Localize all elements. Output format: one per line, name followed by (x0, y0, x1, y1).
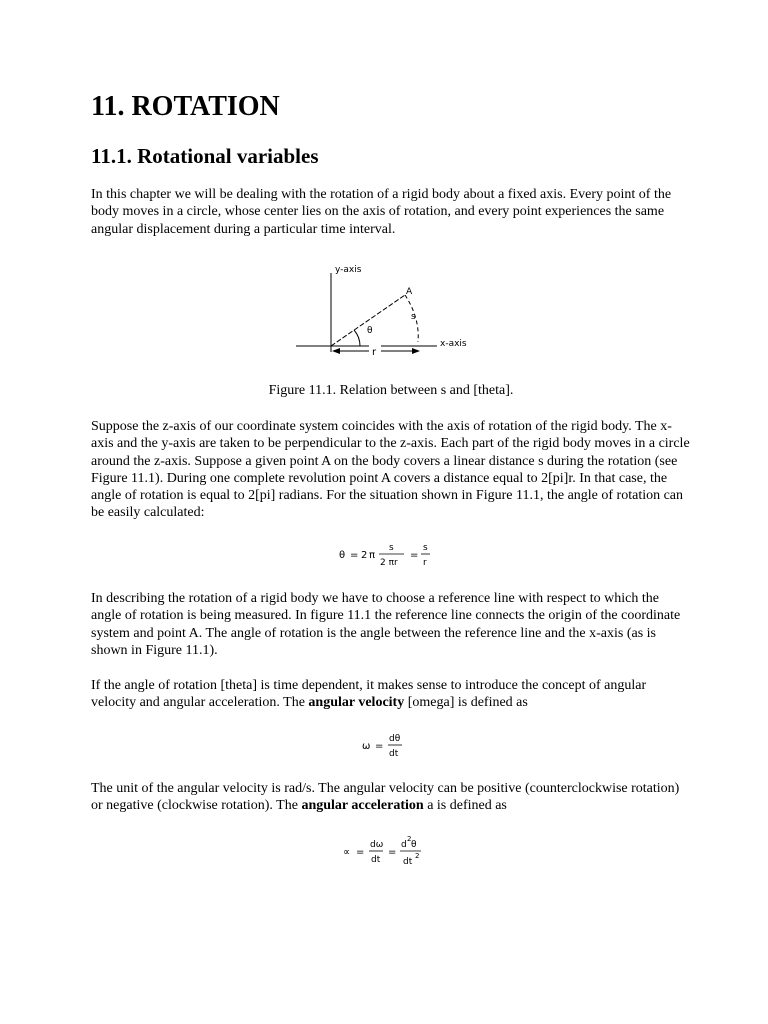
eq1-equals-2: = (410, 550, 419, 561)
angle-theta-label: θ (367, 326, 373, 336)
eq3-den2-sup: 2 (415, 852, 420, 860)
eq3-den2-dt: dt (403, 857, 413, 867)
eq3-num2-sup: 2 (407, 835, 412, 843)
equation-omega (360, 731, 410, 761)
eq3-equals-2: = (388, 847, 397, 858)
reference-line (331, 295, 405, 346)
point-a-label: A (406, 287, 413, 297)
p4-text-after: [omega] is defined as (404, 695, 528, 711)
eq3-num: dω (370, 840, 384, 850)
section-title: 11.1. Rotational variables (91, 144, 319, 168)
eq1-den2: r (423, 558, 427, 568)
eq1-den: 2 πr (380, 558, 398, 568)
p5-text-after: a is defined as (423, 798, 507, 814)
eq3-den: dt (371, 855, 381, 865)
eq3-num2-d: d (401, 840, 407, 850)
eq3-lhs: ∝ (343, 847, 351, 858)
eq2-num: dθ (389, 734, 401, 744)
paragraph-angular-velocity (91, 677, 691, 712)
eq2-lhs: ω (362, 741, 371, 752)
paragraph-z-axis: Suppose the z-axis of our coordinate system coincides with the axis of rotation of the rigid body. The x-axis and the y-axis are taken to be perpendicular to the z-axis. Each part of the rigid body moves in a circle around the z-axis. Suppose a given point A on the body covers a linear distance s during the rotation (see Figure 11.1). During one complete revolution point A covers a distance equal to 2[pi]r. In that case, the angle of rotation is equal to 2[pi] radians. For the situation shown in Figure 11.1, the angle of rotation can be easily calculated: (91, 419, 690, 521)
eq2-equals: = (375, 741, 384, 752)
arc-s-label: s (411, 312, 416, 322)
p5-text-before: The unit of the angular velocity is rad/s. The angular velocity can be positive (counterclockwise rotation) or negative (clockwise rotation). The (91, 781, 680, 814)
equation-alpha-svg (341, 834, 426, 870)
equation-omega-svg (360, 731, 410, 761)
eq1-num2: s (423, 543, 428, 553)
eq1-equals: = (350, 550, 359, 561)
p5-bold-term: angular acceleration (301, 798, 424, 814)
p4-text-before: If the angle of rotation [theta] is time dependent, it makes sense to introduce the concept of angular velocity and angular acceleration. The (91, 678, 647, 711)
rotation-diagram (294, 262, 474, 362)
equation-alpha (341, 834, 426, 870)
eq1-lhs: θ (339, 550, 346, 561)
y-axis-label: y-axis (335, 265, 362, 275)
figure-caption: Figure 11.1. Relation between s and [theta]. (268, 383, 514, 398)
eq1-pi: π (369, 550, 376, 561)
paragraph-reference-line: In describing the rotation of a rigid body we have to choose a reference line with respect to which the angle of rotation is being measured. In figure 11.1 the reference line connects the origin of the coordinate system and point A. The angle of rotation is the angle between the reference line and the x-axis (as is shown in Figure 11.1). (91, 591, 681, 658)
radius-arrow-right (412, 348, 420, 354)
radius-arrow-left (332, 348, 340, 354)
p4-bold-term: angular velocity (308, 695, 405, 711)
eq3-equals: = (356, 847, 365, 858)
eq1-num: s (389, 543, 394, 553)
radius-label: r (372, 347, 377, 358)
equation-theta (337, 540, 437, 570)
eq2-den: dt (389, 749, 399, 759)
x-axis-label: x-axis (440, 339, 467, 349)
chapter-title: 11. ROTATION (91, 91, 280, 122)
angle-arc (354, 330, 360, 346)
paragraph-intro: In this chapter we will be dealing with the rotation of a rigid body about a fixed axis. Every point of the body moves in a circle, whose center lies on the axis of rotation, and every point experiences the same angular displacement during a particular time interval. (91, 187, 672, 237)
eq1-coef: 2 (361, 550, 368, 561)
paragraph-angular-acceleration (91, 780, 691, 815)
eq3-num2-theta: θ (411, 840, 417, 850)
rotation-figure (294, 262, 474, 362)
equation-theta-svg (337, 540, 437, 570)
